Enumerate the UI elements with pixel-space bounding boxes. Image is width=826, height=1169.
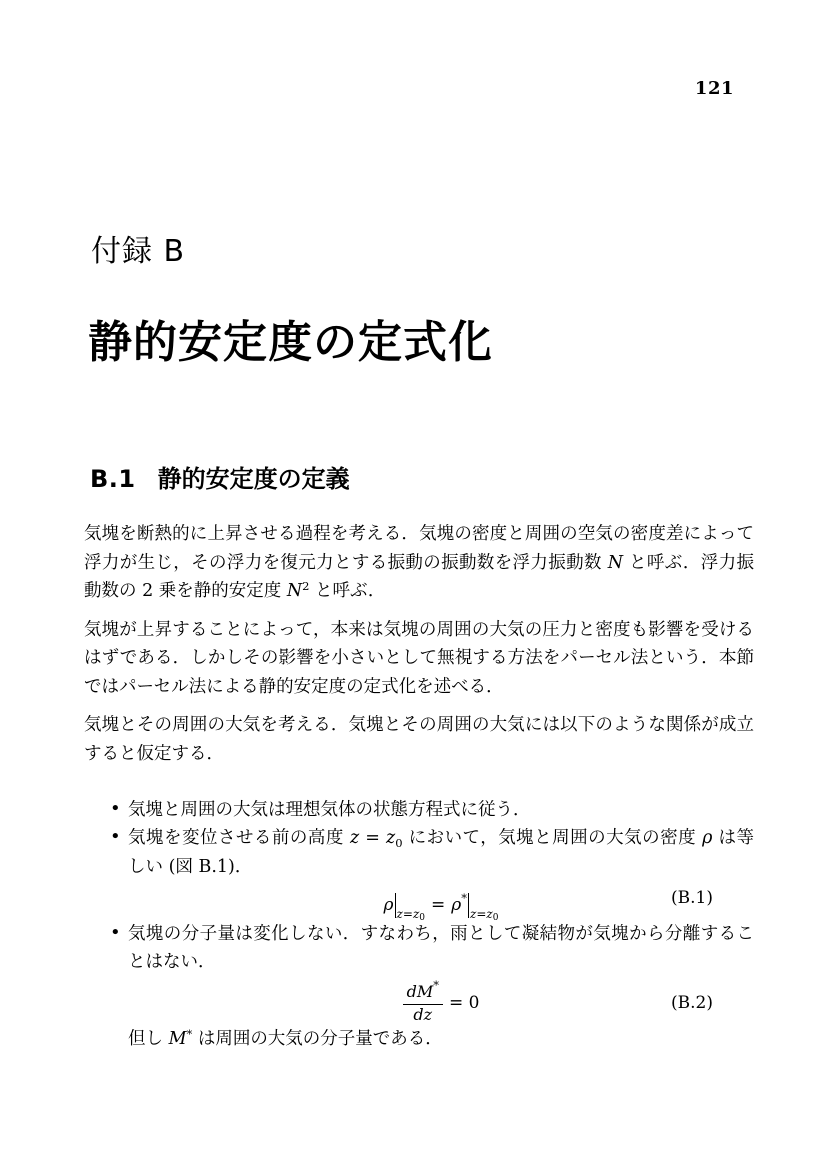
math-var-z: z: [385, 828, 396, 849]
equation-B1-body: [383, 890, 499, 923]
math-var-rho: ρ: [383, 894, 394, 915]
list-item-text: 気塊の分子量は変化しない．すなわち，雨として凝結物が気塊から分離することはない．: [128, 923, 754, 973]
chapter-label: 付録 B: [91, 234, 186, 269]
math-rhs-zero: = 0: [448, 993, 480, 1014]
math-subscript-group: [470, 907, 498, 921]
list-item-text: 気塊を変位させる前の高度: [128, 828, 350, 849]
paragraph-1-text: と呼ぶ．: [309, 581, 386, 602]
section-title: 静的安定度の定義: [157, 465, 350, 493]
math-var-dM: dM: [406, 982, 434, 1002]
math-var-M: M: [168, 1029, 187, 1050]
math-var-z: z: [486, 906, 493, 921]
math-var-z: z: [470, 906, 477, 921]
list-item-equal-density: [110, 824, 754, 923]
equation-note: [128, 1025, 754, 1054]
math-subscript-0: 0: [492, 912, 499, 923]
page-number: 121: [694, 78, 734, 99]
math-rel-equals: =: [476, 906, 487, 921]
list-item-text: は等しい (図 B.1)．: [128, 828, 754, 878]
math-rel-equals: =: [402, 906, 413, 921]
math-superscript-2: 2: [302, 579, 310, 594]
list-item-text: 気塊と周囲の大気は理想気体の状態方程式に従う．: [128, 799, 531, 820]
equation-B1: [128, 884, 754, 923]
equation-tag-B1: (B.1): [671, 887, 713, 908]
math-var-z: z: [349, 828, 360, 849]
list-item-molecular-weight: [110, 920, 754, 1054]
math-subscript-0: 0: [419, 912, 425, 923]
body-text: [84, 520, 754, 1054]
math-superscript-star: *: [461, 890, 467, 905]
paragraph-3: 気塊とその周囲の大気を考える．気塊とその周囲の大気には以下のような関係が成立すると仮定する．: [84, 715, 754, 764]
list-item-ideal-gas: [110, 796, 754, 825]
paragraph-1: [84, 520, 754, 606]
fraction-numerator: [403, 979, 443, 1004]
equation-tag-B2: (B.2): [671, 993, 713, 1014]
math-rel-equals: =: [359, 828, 386, 849]
section-number: B.1: [90, 465, 136, 493]
math-var-N: N: [286, 581, 303, 602]
fraction: [403, 979, 443, 1024]
math-rel-equals: =: [431, 894, 446, 915]
note-text: 但し: [128, 1029, 169, 1050]
vertical-bar-icon: [395, 893, 396, 918]
assumptions-list: [84, 796, 754, 1054]
bullet-icon: •: [110, 826, 121, 848]
math-var-N: N: [607, 552, 624, 573]
paragraph-2: 気塊が上昇することによって，本来は気塊の周囲の大気の圧力と密度も影響を受けるはずである．しかしその影響を小さいとして無視する方法をパーセル法という．本節ではパーセル法による静的安定度の定式化を述べる．: [84, 619, 754, 698]
math-var-rho: ρ: [702, 828, 713, 849]
math-var-rho: ρ: [451, 894, 462, 915]
list-item-text: において，気塊と周囲の大気の密度: [402, 828, 703, 849]
math-var-z: z: [396, 906, 403, 921]
equation-B2: [128, 978, 754, 1025]
paragraph-1-text: 気塊を断熱的に上昇させる過程を考える．気塊の密度と周囲の空気の密度差によって浮力が生じ，その浮力を復元力とする振動の振動数を浮力振動数: [84, 524, 754, 573]
bullet-icon: •: [110, 921, 121, 943]
fraction-denominator: dz: [413, 1004, 433, 1024]
section-heading: [90, 459, 350, 494]
math-var-z: z: [412, 906, 420, 921]
math-subscript-group: [397, 907, 425, 921]
bullet-icon: •: [110, 797, 121, 819]
equation-B2-body: [403, 978, 480, 1024]
math-superscript-star: *: [433, 978, 439, 993]
math-superscript-star: *: [186, 1027, 193, 1042]
vertical-bar-icon: [468, 893, 469, 918]
math-subscript-0: 0: [395, 836, 403, 851]
note-text: は周囲の大気の分子量である．: [192, 1029, 443, 1050]
paragraph-1-text: と呼ぶ．浮力振動数の 2 乗を静的安定度: [84, 552, 754, 602]
chapter-title: 静的安定度の定式化: [88, 317, 493, 368]
